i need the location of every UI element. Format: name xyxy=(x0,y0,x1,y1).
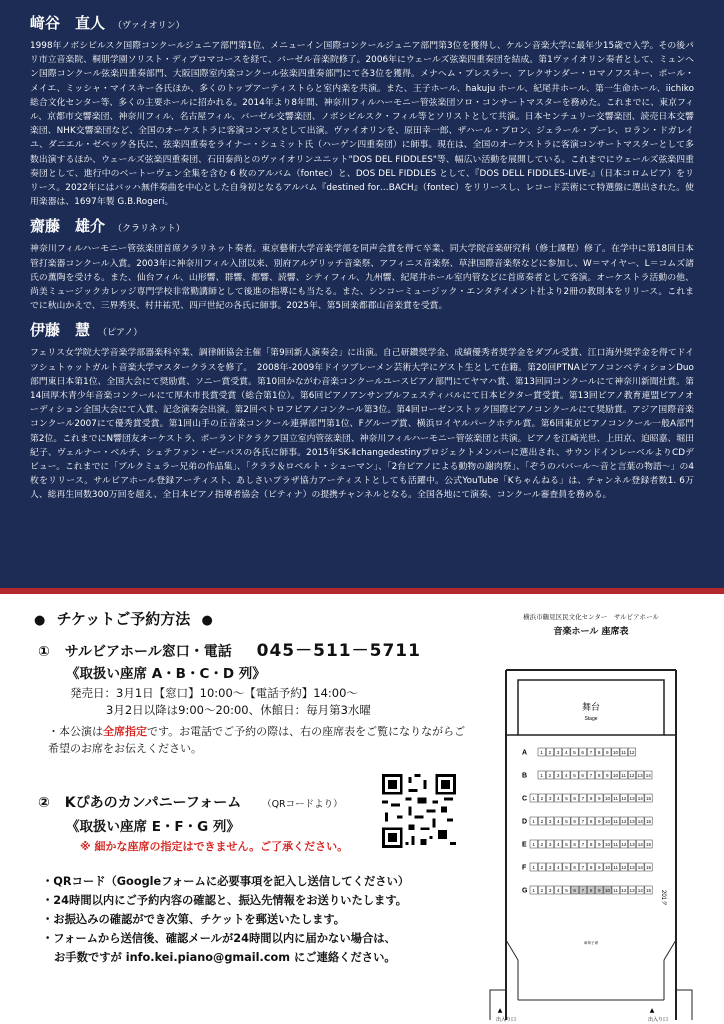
option1-seats: 《取扱い座席 A・B・C・D 列》 xyxy=(66,666,266,682)
seat-number: 13 xyxy=(629,796,635,801)
seat-number: 4 xyxy=(557,796,560,801)
seat-number: 11 xyxy=(613,819,619,824)
seat-number: 6 xyxy=(573,865,576,870)
seat-number: 8 xyxy=(597,773,601,778)
seat-number: 14 xyxy=(637,842,643,847)
entrance-right: 出入り口 xyxy=(647,1017,669,1022)
artist-bio: 1998年ノボシビルスク国際コンクールジュニア部門第1位、メニューイン国際コンクールジュニア部門第3位を獲得し、ケルン音楽大学に最年少15歳で入学。その後パリ市立音楽院、桐朋学園ソリスト・ディプロマコースを経て、バーゼル音楽院修了。2006年にウェールズ弦楽四重奏団を結成。第1ヴァイオリン奏者として、ミュンヘン国際コンクール弦楽四重奏部門、大阪国際室内楽コンクール弦楽四重奏部門にて各3位を獲得。メナヘム・プレスラー、アレクサンダー・ロマノフスキー、ポール・メイエ、ミッシャ・マイスキー各氏ほか、多くのトップアーティストらと室内楽を共演。また、王子ホール、hakuju ホール、紀尾井ホール、第一生命ホール、iichiko 総合文化センター等、多くの主要ホールに招かれる。2014年より8年間、神奈川フィルハーモニー管弦楽団ソロ・コンサートマスターを務めた。これまでに、東京フィル、京都市交響楽団、神奈川フィル、名古屋フィル、バーゼル交響楽団、ノボシビルスク・フィル等とソリストとして共演。日本センチュリー交響楽団、読売日本交響楽団、NHK交響楽団など、全国のオーケストラに客演コンマスとして出演。ヴァイオリンを、原田幸一郎、ザハール・ブロン、ジェラール・プーレ、ロラン・ドガレイユ、ダニエル・ゼペック各氏に、弦楽四重奏をライナー・シュミット氏（ハーゲン四重奏団）に師事。現在は、全国のオーケストラに客演コンサートマスターとして多数出演するほか、ウェールズ弦楽四重奏団、石田泰尚とのヴァイオリンユニット"DOS DEL FIDDLES"等、幅広い活動を展開している。これまでにウェールズ弦楽四重奏団として、進行中のベートーヴェン全集を含む 6 枚のアルバム（fontec）と、DOS DEL FIDDLES として、『DOS DELL FIDDLES-LIVE-』（日本コロムビア）をリリース。2022年にはバッハ無伴奏曲を中心とした自身初となるアルバム『destined for…BACH』（fontec）をリリースし、レコード芸術にて特選盤に選出された。使用楽器は、1697年製 G.B.Rogeri。 xyxy=(30,41,694,208)
list-item: ・QRコード（Googleフォームに必要事項を記入し送信してください） xyxy=(42,875,410,888)
seat-number: 8 xyxy=(589,842,593,847)
stage-label-en: Stage xyxy=(584,716,598,722)
seat-number: 7 xyxy=(581,796,585,801)
option1-heading: ① サルビアホール窓口・電話 045－511－5711 xyxy=(38,641,421,661)
seat-number: 3 xyxy=(548,819,552,824)
seat-number: 1 xyxy=(532,842,535,847)
seat-number: 5 xyxy=(565,796,568,801)
seat-number: 3 xyxy=(556,773,560,778)
seat-number: 15 xyxy=(645,819,652,824)
seat-number: 9 xyxy=(606,773,609,778)
seat-number: 7 xyxy=(589,750,593,755)
phone-number[interactable]: 045－511－5711 xyxy=(256,641,421,661)
seat-number: 8 xyxy=(597,750,601,755)
seat-number: 1 xyxy=(532,819,535,824)
option2-seats: 《取扱い座席 E・F・G 列》 xyxy=(66,819,240,835)
seat-number: 11 xyxy=(613,888,619,893)
seat-number: 5 xyxy=(565,819,568,824)
seat-number: 12 xyxy=(621,865,627,870)
seat-number: 12 xyxy=(621,819,627,824)
seat-number: 11 xyxy=(613,865,619,870)
seat-number: 14 xyxy=(645,773,651,778)
seat-warning: ※ 細かな座席の指定はできません。ご了承ください。 xyxy=(80,840,349,853)
artist-bio: フェリス女学院大学音楽学部器楽科卒業、調律師協会主催「第9回新人演奏会」に出演。自己研鑽奨学金、成績優秀者奨学金をダブル受賞、江口海外奨学金を得てドイツシュトゥットガルト音楽大学マスタークラスを修了。 2008年-2009年ドイツブレーメン芸術大学にゲスト生として在籍。第20回PTNAピアノコンペティションDuo部門東日本第1位、全国大会にて奨励賞、ソニー賞受賞。第10回かながわ音楽コンクールユースピアノ部門にてヤマハ賞、第13回同コンクールにて神奈川新聞社賞。第14回厚木青少年音楽コンクールにて厚木市長賞受賞（総合第1位）。第6回ピアノアンサンブルフェスティバルにて日本ピクター賞受賞。第13回ピアノ教育連盟ピアノオーディション全国大会にて入賞、記念演奏会出演。第2回ペトロフピアノコンクール第3位。第4回ローゼンストック国際ピアノコンクールにて奨励賞。アジア国際音楽コンクール2007にて優秀賞受賞。第1回山手の丘音楽コンクール連弾部門第1位、Fグループ賞、横浜ロイヤルパークホテル賞。第6回東京ピアノコンクール一般A部門第2位。これまでにN響団友オーケストラ、ポーランドクラクフ国立室内管弦楽団、神奈川フィルハーモニー管弦楽団と共演。ピアノを江崎光世、上田京、迫昭嘉、堀田紀子、ヴェルナー・ベルチ、シュテファン・ゼーバスの各氏に師事。2015年SK-Ⅱchangedestinyプロジェクトメンバーに選出され、サウンドインレーベルよりCDデビュー。これまでに「ブルクミュラー兄弟の作品集」、「クララ＆ロベルト・シューマン」、「2台ピアノによる動物の謝肉祭」、「ぞうのババール～音と言葉の物語～」の4枚をリリース。サルビアホール登録アーティスト、あしさいプラザ協力アーティストとしても活躍中。公式YouTube「Kちゃんねる」は、チャンネル登録者数1. 6万人、総再生回数300万回を超え、全日本ピアノ指導者協会（ピティナ）の提携チャンネルとなる。全国各地にて演奏、コンクール審査員を務める。 xyxy=(30,348,694,501)
seat-number: 13 xyxy=(629,865,635,870)
seat-number: 13 xyxy=(629,819,635,824)
reserved-seat-note: ・本公演は全席指定です。お電話でご予約の際は、右の座席表をご覧になりながらご希望のお席をお伝えください。 xyxy=(48,725,466,755)
seat-number: 14 xyxy=(637,865,643,870)
seat-number: 4 xyxy=(557,865,560,870)
seat-number: 1 xyxy=(540,773,543,778)
seat-number: 4 xyxy=(565,773,568,778)
seat-number: 9 xyxy=(606,750,609,755)
seat-number: 6 xyxy=(581,750,584,755)
seat-number: 2 xyxy=(548,773,552,778)
seat-number: 8 xyxy=(589,819,593,824)
seat-number: 15 xyxy=(645,888,652,893)
seat-number: 3 xyxy=(548,888,552,893)
seatmap-title: 音楽ホール 座席表 xyxy=(553,627,629,637)
seat-map-drawing xyxy=(478,640,704,1022)
seat-number: 11 xyxy=(621,750,627,755)
seat-number: 1 xyxy=(532,888,535,893)
seat-number: 5 xyxy=(565,888,568,893)
lobby-outline xyxy=(518,960,664,1000)
seat-number: 8 xyxy=(589,796,593,801)
seat-number: 7 xyxy=(589,773,593,778)
release-info: 発売日：3月1日【窓口】10:00～【電話予約】14:00～ 3月2日以降は9:00～20:00、休館日：毎月第3水曜 xyxy=(70,686,371,717)
seat-number: 3 xyxy=(548,842,552,847)
seat-number: 10 xyxy=(604,842,611,847)
seat-number: 10 xyxy=(604,819,611,824)
row-label: B xyxy=(522,772,528,780)
option-form xyxy=(38,792,468,855)
contact-email[interactable]: お手数ですが info.kei.piano@gmail.com にご連絡ください。 xyxy=(54,951,396,964)
seat-number: 6 xyxy=(573,819,576,824)
row-label: C xyxy=(522,795,528,803)
seat-number: 9 xyxy=(598,865,601,870)
wheelchair-label: 車椅子席 xyxy=(583,941,599,945)
row-label: E xyxy=(522,841,527,849)
artist-saito xyxy=(30,215,694,313)
seat-number: 10 xyxy=(604,796,611,801)
artist-bio: 神奈川フィルハーモニー管弦楽団首席クラリネット奏者。東京藝術大学音楽学部を同声会賞を得て卒業、同大学院音楽研究科（修士課程）修了。在学中に第18回日本管打楽器コンクール入賞。2003年に神奈川フィル入団以来、別府アルゲリッチ音楽祭、アフィニス音楽祭、草津国際音楽祭などに参加し、W＝マイヤー、L＝コムズ諸氏の薫陶を受ける。また、仙台フィル、山形響、群響、都響、読響、シティフィル、九州響、紀尾井ホール室内管などに首席奏者として客演。オーケストラ活動の他、尚美ミュージックカレッジ専門学校非常勤講師として後進の指導にも当たる。また、シンコーミュージック・エンタテイメント社より2冊の教則本をリリース。これまでに秋山かえで、三界秀実、村井祐児、四戸世紀の各氏に師事。2025年、第5回楽都郡山音楽賞を受賞。 xyxy=(30,244,695,312)
exit-arrow-left: ▲ xyxy=(497,1007,503,1014)
seat-number: 5 xyxy=(565,865,568,870)
list-item: ・24時間以内にご予約内容の確認と、振込先情報をお送りいたします。 xyxy=(42,894,408,907)
list-item: ・お振込みの確認ができ次第、チケットを郵送いたします。 xyxy=(42,913,346,926)
seat-number: 14 xyxy=(637,888,643,893)
seat-number: 6 xyxy=(573,796,576,801)
artist-name: 伊藤 慧 （ピアノ） xyxy=(30,321,143,340)
artist-name: 﨑谷 直人 （ヴァイオリン） xyxy=(30,14,185,32)
seat-number: 9 xyxy=(598,888,601,893)
seat-number: 14 xyxy=(637,819,643,824)
seat-number: 10 xyxy=(604,888,611,893)
seat-number: 10 xyxy=(604,865,611,870)
seat-number: 7 xyxy=(581,865,585,870)
exit-arrow-right: ▲ xyxy=(649,1007,655,1014)
seat-number: 5 xyxy=(573,773,576,778)
artist-ito xyxy=(30,319,694,502)
seat-number: 10 xyxy=(612,773,619,778)
seat-number: 11 xyxy=(621,773,627,778)
seat-number: 2 xyxy=(540,796,544,801)
seat-number: 15 xyxy=(645,865,652,870)
seat-number: 15 xyxy=(645,842,652,847)
seat-number: 10 xyxy=(612,750,619,755)
seat-number: 3 xyxy=(548,865,552,870)
seat-number: 4 xyxy=(557,888,560,893)
seat-map xyxy=(478,612,704,1022)
seat-number: 9 xyxy=(598,819,601,824)
seat-number: 2 xyxy=(548,750,552,755)
seat-number: 13 xyxy=(629,842,635,847)
row-label: A xyxy=(522,749,528,757)
entrance-left: 出入り口 xyxy=(495,1017,517,1022)
artist-sakitani xyxy=(30,12,694,209)
seat-number: 6 xyxy=(573,888,576,893)
artist-role: （クラリネット） xyxy=(113,224,185,235)
seat-number: 1 xyxy=(532,796,535,801)
seat-number: 8 xyxy=(589,865,593,870)
artist-name: 齋藤 雄介 （クラリネット） xyxy=(30,217,185,236)
seat-number: 4 xyxy=(557,842,560,847)
seat-number: 13 xyxy=(629,888,635,893)
option2-heading: ② Kぴあのカンパニーフォーム （QRコードより） xyxy=(38,795,343,811)
seat-number: 5 xyxy=(573,750,576,755)
row-label: F xyxy=(522,864,527,872)
seat-number: 12 xyxy=(629,750,635,755)
ticket-section xyxy=(0,594,724,1024)
seat-number: 1 xyxy=(540,750,543,755)
seat-number: 2 xyxy=(540,842,544,847)
ticket-title: ● チケットご予約方法 ● xyxy=(34,610,213,628)
seat-number: 11 xyxy=(613,796,619,801)
seat-number: 7 xyxy=(581,819,585,824)
list-item: ・フォームから送信後、確認メールが24時間以内に届かない場合は、 お手数ですが info.kei.piano@gmail.com にご連絡ください。 xyxy=(42,929,462,967)
seat-number: 2 xyxy=(540,888,544,893)
seat-number: 12 xyxy=(629,773,635,778)
seat-number: 6 xyxy=(581,773,584,778)
seat-number: 6 xyxy=(573,842,576,847)
hall-name: 横浜市鶴見区民文化センター サルビアホール xyxy=(523,613,659,621)
seat-number: 13 xyxy=(637,773,643,778)
seat-number: 1 xyxy=(532,865,535,870)
seat-number: 7 xyxy=(581,842,585,847)
form-steps xyxy=(42,872,462,967)
seat-number: 2 xyxy=(540,865,544,870)
seat-number: 15 xyxy=(645,796,652,801)
seat-number: 12 xyxy=(621,796,627,801)
seat-number: 4 xyxy=(565,750,568,755)
seat-number: 4 xyxy=(557,819,560,824)
row-label: G xyxy=(522,887,528,895)
artist-role: （ピアノ） xyxy=(98,328,143,339)
exits xyxy=(490,990,692,1020)
seat-number: 2 xyxy=(540,819,544,824)
seat-number: 12 xyxy=(621,888,627,893)
artist-role: （ヴァイオリン） xyxy=(113,21,185,31)
stage-label: 舞台 xyxy=(581,702,601,712)
seat-number: 8 xyxy=(589,888,593,893)
row-label: D xyxy=(522,818,528,826)
seat-number: 14 xyxy=(637,796,643,801)
seat-number: 11 xyxy=(613,842,619,847)
seat-number: 5 xyxy=(565,842,568,847)
seat-number: 9 xyxy=(598,796,601,801)
option-phone-window xyxy=(38,640,468,757)
seat-number: 3 xyxy=(556,750,560,755)
seat-number: 12 xyxy=(621,842,627,847)
seat-number: 9 xyxy=(598,842,601,847)
aisle-label: 201ク xyxy=(660,890,666,907)
seat-number: 3 xyxy=(548,796,552,801)
seat-number: 7 xyxy=(581,888,585,893)
